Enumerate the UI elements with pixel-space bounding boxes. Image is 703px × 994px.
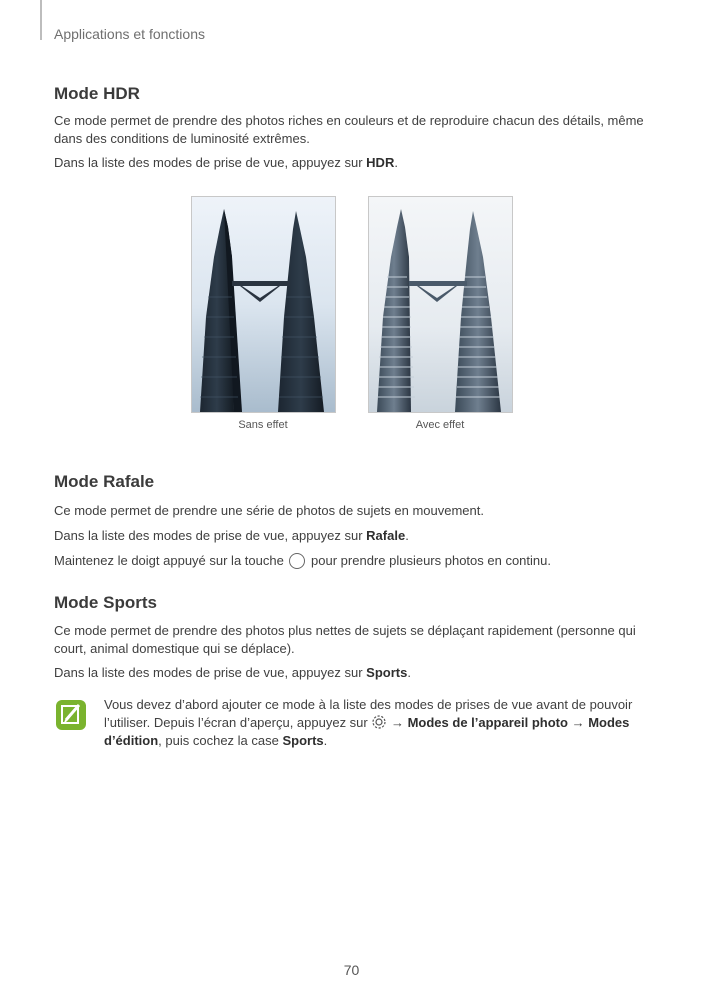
hdr-mode-name: HDR xyxy=(366,155,395,170)
hdr-instruction: Dans la liste des modes de prise de vue, appuyez sur HDR. xyxy=(54,155,398,170)
burst-section xyxy=(54,472,644,570)
note-sports: Sports xyxy=(282,733,324,748)
towers-photo-hdr xyxy=(369,197,512,412)
sports-mode-name: Sports xyxy=(366,665,408,680)
note-box xyxy=(104,696,644,750)
note-icon xyxy=(56,700,86,730)
settings-gear-icon xyxy=(371,714,387,730)
caption-with-effect: Avec effet xyxy=(415,419,465,431)
note-camera-modes: Modes de l’appareil photo xyxy=(407,715,568,730)
pencil-icon xyxy=(56,700,86,730)
hdr-description: Ce mode permet de prendre des photos riches en couleurs et de reproduire chacun des détails, même dans des conditions de luminosité extrêmes. xyxy=(54,113,644,146)
burst-mode-name: Rafale xyxy=(366,528,406,543)
caption-without-effect: Sans effet xyxy=(238,419,288,431)
hdr-section xyxy=(54,84,644,172)
header-divider xyxy=(40,0,42,40)
shutter-button-icon xyxy=(289,553,305,569)
burst-instruction: Dans la liste des modes de prise de vue, appuyez sur Rafale. xyxy=(54,528,409,543)
page-number: 70 xyxy=(343,962,360,978)
sports-description: Ce mode permet de prendre des photos plus nettes de sujets se déplaçant rapidement (personne qui court, animal domestique qui se déplace). xyxy=(54,623,636,656)
photo-without-effect xyxy=(191,196,336,413)
towers-photo-dim xyxy=(192,197,335,412)
sports-instruction: Dans la liste des modes de prise de vue, appuyez sur Sports. xyxy=(54,665,411,680)
photo-with-effect xyxy=(368,196,513,413)
sports-title: Mode Sports xyxy=(54,593,157,612)
note-text: Vous devez d’abord ajouter ce mode à la liste des modes de prises de vue avant de pouvoir l’utiliser. Depuis l’écran d’aperçu, appuyez sur → Modes de l’appareil photo → Modes d’édition, puis cochez la case Sports. xyxy=(104,697,633,748)
burst-description: Ce mode permet de prendre une série de photos de sujets en mouvement. xyxy=(54,503,484,518)
hdr-title: Mode HDR xyxy=(54,84,140,103)
sports-section xyxy=(54,593,644,682)
burst-title: Mode Rafale xyxy=(54,472,155,491)
section-title: Applications et fonctions xyxy=(54,26,205,42)
note-edit-modes: Modes d’édition xyxy=(104,715,630,748)
burst-hold-instruction: Maintenez le doigt appuyé sur la touche pour prendre plusieurs photos en continu. xyxy=(54,553,551,568)
